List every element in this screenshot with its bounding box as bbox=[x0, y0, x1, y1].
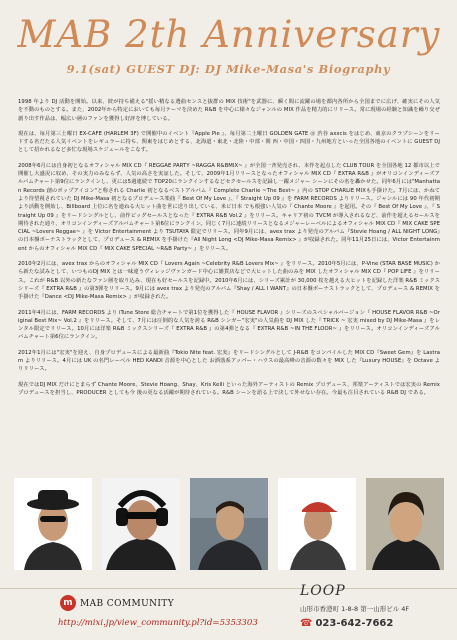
dj-photo-studio bbox=[190, 478, 268, 570]
biography-text bbox=[18, 98, 440, 470]
bio-paragraph: 2011年4月には、FARM RECORDS より iTune Store 総合チャートで第1位を獲得した『 HOUSE FLAVOR 』シリーズのスペシャルバージョン『 HOUSE FLAVOR R&B ~Original Best Mix~ Vol.2 』をリリース。そして、7月には圧倒的な人気を誇る R&B シンガー"宏実"の人気曲を DJ MIX した『 TRICK ~ 宏実 mixed by DJ Mike-Masa 』をレンタル限定でリリース。10月には洋楽 R&B ミックスシリーズ『 EXTRA R&B 』の第4弾となる『 EXTRA R&B ~IN THE FLOOR~ 』をリリース。オリコンインディーズアルバムチャート第6位にランクイン。 bbox=[18, 309, 440, 341]
community-url[interactable]: http://mixi.jp/view_community.pl?id=5353303 bbox=[58, 618, 258, 628]
anniversary-title: MAB 2th Anniversary bbox=[17, 13, 441, 56]
bio-paragraph: 2008年6月には自身初となるオフィシャル MIX CD『 REGGAE PARTY ~RAGGA R&BMIX~ 』が全国一斉発売され、本作を起点した CLUB TOUR を全国各地 12 都市以上で開催し大盛況に収め、その実力のみならず、人気の高さを実証した。そして、2009年1月リリースとなったオフィシャル MIX CD『 EXTRA R&B 』がオリコンインディーズアルバムチャート第9位にランクインし、更には5週連続で TOP20にランクインするなどセクセールスを記録し一躍メジャー シーンにその名を轟かせた。同年6月には"Manhattan Records 創のポップアイコン"と称される Charlie 初となるベストアルバム『 Complete Charlie ~The Best~ 』内の STOP CHARLIE MIXも手掛けた。7月には、かねてより待望視されていた DJ Mike-Masa 初となるプロデュース楽曲『 Best Of My Love 』、『 Straight Up 09 』を FARM RECORDS よりリリース。ジャンルには 90 年代初期より活動を開始し、Billboard 上位に名を連ねる大ヒット曲を世に送り出している、米ビ日本 でも根強い人気の『 Chante Moore 』を起用。その『 Best Of My Love 』、『 Straight Up 09 』をリードシングルとし、前作ビッグセールスとなった『 EXTRA R&B Vol.2 』をリリース。キャリア初の TVCM が導入されるなど、前作を超えるセールスを期待された通り、オリコンインディーズアルバムチャート第6位にランクイン。同じく7月に連続リリースとなるメジャーレーベルによるオフィシャル MIX CD『 MIX CAKE SPECIAL ~Lovers Reggae~ 』を Victor Entertainment より TSUTAYA 限定でリリース。同年9月には、avex trax より発売のアルバム『Stevie Hoang / ALL NIGHT LONG』の日本盤ボーナストラックとして、プロデュース & REMIX を手掛けた『All Night Long <DJ Mike-Masa Remix> 』が収録された。同年11月25日には、Victor Entertainment からのオフィシャル MIX CD『 MIX CAKE SPECIAL ~R&B Party~ 』をリリース。 bbox=[18, 162, 440, 252]
bio-paragraph: 2010年2月には、avex trax からのオフィシャル MIX CD『 Lovers Again ~Celebrity R&B Lovers Mix~ 』をリリース。2010年5月には、P-Vine (STAR BASE MUSIC) から新たな試みとして、いつものDJ MIX とは一味違うヴィレッジヴァンガード中心に雑貨店などで大ヒットした曲のみを MIX したオフィシャル MIX CD『 POP LIFE 』をリリース。これが R&B 以外の新たなファン層を取り込み、現在も好セールスを記録中。2010年6月には、シリーズ累計が 30,000 枚を越える大ヒットを記録した洋楽 R&B ミックスシリーズ『 EXTRA R&B 』の第3弾をリリース。9月には avex trax より発売のアルバム『Shay / ALL I WANT』の日本盤ボーナストラックとして、プロデュース & REMIX を手掛けた『Dance <DJ Mike-Masa Remix> 』が収録された。 bbox=[18, 261, 440, 301]
venue-address: 山形市香澄町 1-8-8 第一山形ビル 4F bbox=[300, 605, 410, 613]
dj-photo-strip bbox=[14, 478, 444, 570]
dj-photo-hat bbox=[14, 478, 92, 570]
guest-dj-subtitle: 9.1(sat) GUEST DJ: DJ Mike-Masa's Biography bbox=[66, 62, 391, 76]
phone-icon: ☎ bbox=[300, 618, 313, 629]
dj-photo-cap bbox=[278, 478, 356, 570]
bio-paragraph: 現在ではDJ MIX だけにとまらず Chante Moore、Stevie Hoang、Shay、Kris Kelli といった海外アーティストの Remix プロデュース、邦楽アーティストでは宏実の Remix プロデュースを担当し、PRODUCER としても今 後の更なる活躍が期待されている。R&B シーンを語る上で決して外せない存在。今最も注目されている R&B DJ である。 bbox=[18, 381, 440, 396]
venue-logo: LOOP bbox=[300, 583, 346, 599]
community-name: MAB COMMUNITY bbox=[80, 599, 175, 609]
footer-divider bbox=[0, 588, 457, 589]
bio-paragraph: 現在は、毎月第三土曜日 EX-CAFE (HARLEM 3F) で開催中のイベント『Apple Pie 』、毎月第二土曜日 GOLDEN GATE ＠ 渋谷 axxcis をはじめ、東京のクラブシーンをリードする名だたる人気イベントをレギュラーに持ち、関東をはじめとする、北海道・東北・北陸・中部・関 西・中国・四国・九州地方といった全国各地のイベントに GUEST DJ として招かれるなど多忙な現場スケジュールをこなす。 bbox=[18, 130, 440, 154]
bio-paragraph: 2012年1月には"宏実"を迎え、自身プロデュースによる最新曲『Tokio Nite feat. 宏実』をリードシングルとして J-R&B をコンパイルした MIX CD『Sweet Gem』を Lastram よりリリース。4月には UK の名門レーベル HED KANDI 音源を中心とした お洒落系アッパー・ハウスの最高峰の音源の数々を MIX した『Luxury HOUSE』を Octave よりリリース。 bbox=[18, 349, 440, 373]
dj-photo-portrait bbox=[366, 478, 444, 570]
venue-phone bbox=[300, 617, 393, 630]
dj-photo-headphones bbox=[102, 478, 180, 570]
venue-phone-number: 023-642-7662 bbox=[315, 618, 394, 629]
mab-logo: m bbox=[60, 595, 76, 611]
bio-paragraph: 1998 年より DJ 活動を開始。以来、彼が持ち備える"揺い精なる選曲センスと抜群の MIX 技術"を武器に、瞬く間に流躍の場を都内各所から全国までに広げ、確実にその人気を不動のものとする。また、2002年から特定においても毎月テーマを決めた R&B を中心に様々なジャンルの MIX 作品を精力的にリリース。常に現場の経験と知識を繰り交ぜ創り出す作品は、幅広い層のファンを獲得し好評を博している。 bbox=[18, 99, 440, 122]
